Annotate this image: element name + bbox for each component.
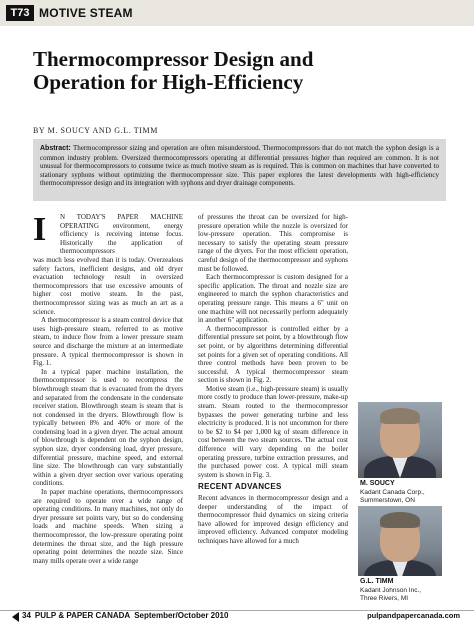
abstract-label: Abstract: xyxy=(40,145,71,152)
abstract-text: Thermocompressor sizing and operation are often misunderstood. Thermocompressors that do not match the syphon design is a common industry problem. Oversized thermocompressors operating at differential pressures higher than required are common. It is not unusual for thermocompressors to consume twice as much motive steam as is required. This is common on machines that have converted to stationary syphons without optimizing the thermocompressor size. This paper explores the latest developments with high-efficiency thermocompressor design and its integration with syphons and dryer drainage components. xyxy=(40,144,439,187)
lead-paragraph: N TODAY'S PAPER MACHINE OPERATING environment, energy efficiency is receiving intense focus. Historically the application of thermocompressors xyxy=(60,213,183,256)
drop-cap: I xyxy=(33,211,47,248)
website-url: pulpandpapercanada.com xyxy=(367,611,460,620)
page-number: 34 xyxy=(22,611,31,620)
body-paragraph: Each thermocompressor is custom designed for a specific application. The throat and nozzle size are engineered to match the syphon characteristics and operating pressure range. This means a 6" unit on one machine will not necessarily perform adequately in another 6" application. xyxy=(198,273,348,325)
author-photo-timm xyxy=(358,506,442,576)
body-paragraph: was much less evolved than it is today. Overzealous safety factors, inefficient designs, and old dryer evacuation technology result in oversized thermocompressors that use excessive amounts of higher cost motive steam. In the past, thermocompressor sizing was as much an art as a science. xyxy=(33,256,183,316)
abstract-box xyxy=(33,139,446,201)
byline: BY M. SOUCY AND G.L. TIMM xyxy=(33,126,158,135)
body-paragraph: of pressures the throat can be oversized for high-pressure operation while the nozzle is oversized for low-pressure operation. This compromise is necessary to satisfy the operating steam pressure range of the dryers. For the most efficient operation, careful design of the thermocompressor and syphons must be followed. xyxy=(198,213,348,273)
publication-name: PULP & PAPER CANADA xyxy=(34,611,131,620)
author-name: M. SOUCY xyxy=(360,480,395,487)
subheading: RECENT ADVANCES xyxy=(198,482,282,492)
section-title: MOTIVE STEAM xyxy=(39,6,133,20)
author-name: G.L. TIMM xyxy=(360,578,394,585)
column-middle xyxy=(198,213,348,546)
triangle-left-icon xyxy=(12,612,19,622)
article-title: Thermocompressor Design and Operation for High-Efficiency xyxy=(33,47,314,94)
body-paragraph: In paper machine operations, thermocompressors are required to operate over a wide range of operating conditions. In many machines, not only do dryer pressure set points vary, but so do condensing loads and machine speeds. When sizing a thermocompressor, the low-pressure operating point determines the throat size, and the high pressure operating point determines the nozzle size. Since many mills operate over a wide range xyxy=(33,488,183,565)
author-photo-soucy xyxy=(358,402,442,478)
issue-date: September/October 2010 xyxy=(134,611,229,620)
body-paragraph: A thermocompressor is controlled either by a differential pressure set point, by a blowthrough flow set point, or by algorithms determining differential set points for a given set of operating conditions. All three control methods have been proven to be successful. A typical thermocompressor steam section is shown in Fig. 2. xyxy=(198,324,348,385)
body-paragraph: Recent advances in thermocompressor design and a deeper understanding of the impact of thermocompressor fluid dynamics on sizing criteria have allowed for improved design efficiency and improved efficiency. Advanced computer modeling techniques have allowed for a much xyxy=(198,494,348,545)
column-left xyxy=(33,256,183,565)
body-paragraph: A thermocompressor is a steam control device that uses high-pressure steam, referred to as motive steam, to induce flow from a lower pressure steam source and discharge the mixture at an intermediate pressure. A typical thermocompressor is shown in Fig. 1. xyxy=(33,316,183,368)
author-affiliation: Kadant Canada Corp., Summerstown, ON xyxy=(360,489,425,504)
body-paragraph: In a typical paper machine installation, the thermocompressor is used to recompress the blowthrough steam that is evacuated from the dryers and separated from the condensate in the condensate receiver station. Blowthrough steam is steam that is not condensed in the dryers. Blowthrough flow is typically between 8% and 40% or more of the condensing load in a given dryer. The actual amount of blowthrough is dependent on the syphon design, syphon size, dryer condensing load, dryer pressure, differential pressure, machine speed, and external line size. The blowthrough can vary substantially within a given dryer section over various operating conditions. xyxy=(33,367,183,488)
body-paragraph: Motive steam (i.e., high-pressure steam) is usually more costly to produce than lower-pressure, make-up steam. Steam routed to the thermocompressor bypasses the power generating turbine and less electricity is produced. It is not uncommon for there to be $2 to $4 per 1,000 kg of steam difference in cost between the two steam sources. The actual cost difference will vary depending on the boiler operating pressure, turbine extraction pressures, and the purchased power cost. A typical mill steam system is shown in Fig. 3. xyxy=(198,384,348,479)
folio xyxy=(22,611,228,620)
author-affiliation: Kadant Johnson Inc., Three Rivers, MI xyxy=(360,587,422,602)
section-tag: T73 xyxy=(6,5,34,21)
